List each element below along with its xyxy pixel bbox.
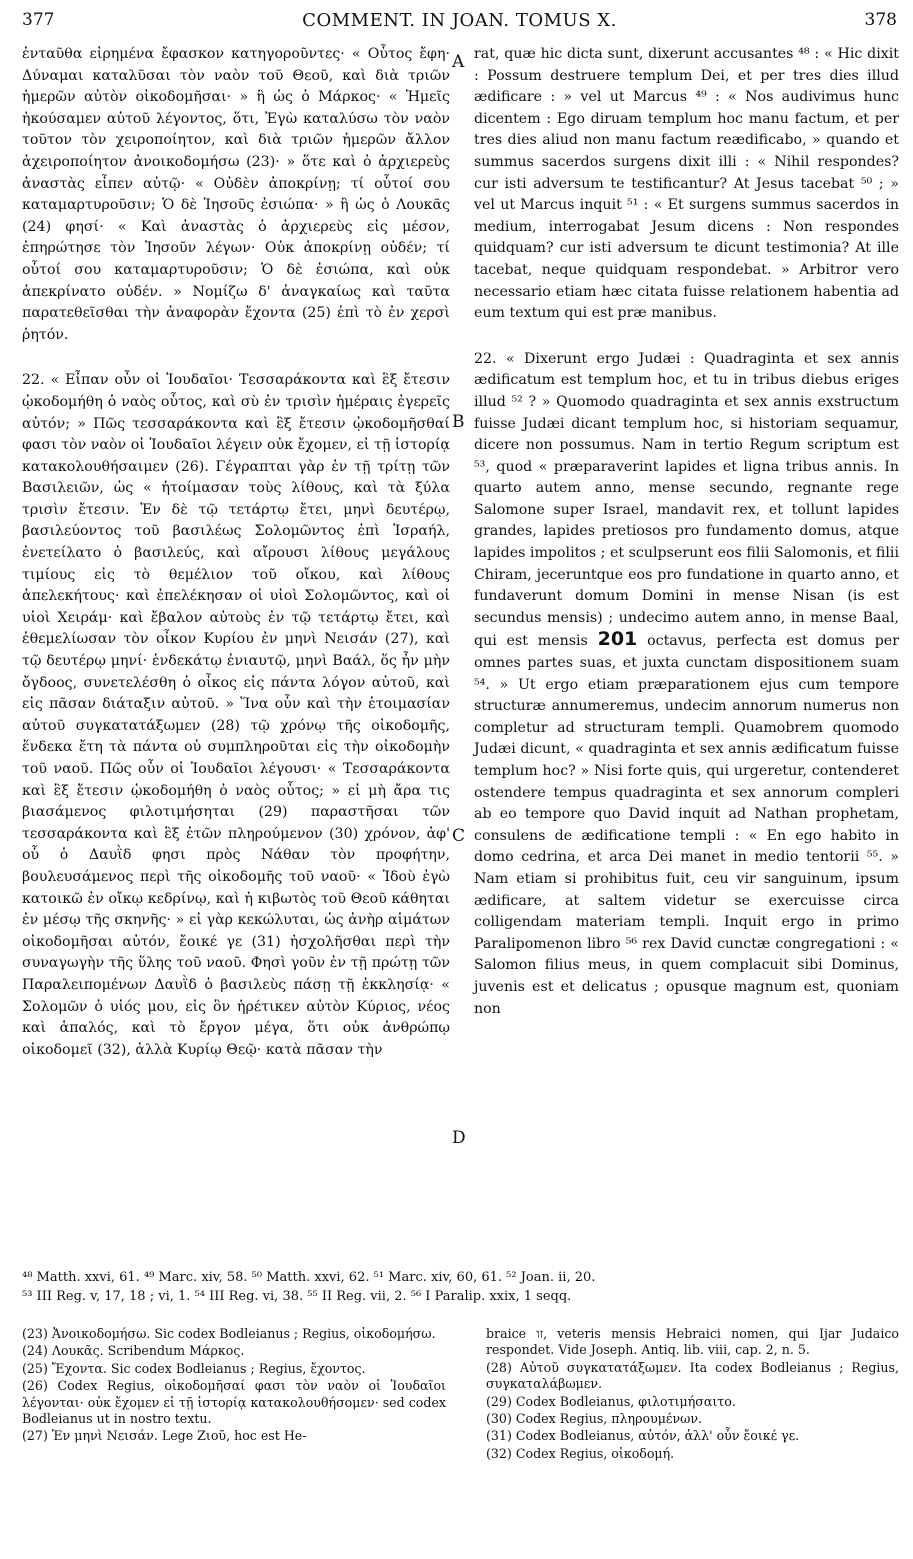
footnote-28: (28) Αὐτοῦ συγκατατάξωμεν. Ita codex Bodleianus ; Regius, συγκαταλάβωμεν. [486, 1359, 899, 1392]
latin-paragraph-2 [474, 349, 899, 1020]
latin-paragraph-1: rat, quæ hic dicta sunt, dixerunt accusantes ⁴⁸ : « Hic dixit : Possum destruere templum Dei, et per tres dies illud ædificare : » vel ut Marcus ⁴⁹ : « Nos audivimus hunc dicentem : Ego diruam templum hoc manu factum, et per tres dies aliud non manu factum reædificabo, » quando et summus sacerdos surgens dixit illi : « Nihil respondes? cur isti adversum te testificantur? At Jesus tacebat ⁵⁰ ; » vel ut Marcus inquit ⁵¹ : « Et surgens summus sacerdos in medium, interrogabat Jesum dicens : Non respondes quidquam? cur isti adversum te dicunt testimonia? At ille tacebat, neque quidquam respondebat. » Arbitror vero necessario etiam hæc citata fuisse relationem habentia ad eum textum qui est præ manibus. [474, 46, 899, 322]
greek-column [22, 44, 450, 1061]
footnotes-right [486, 1326, 899, 1462]
footnote-30: (30) Codex Regius, πληρουμένων. [486, 1411, 703, 1427]
section-marker-d: D [452, 1128, 466, 1148]
footnote-29: (29) Codex Bodleianus, φιλοτιμήσαιτο. [486, 1393, 736, 1409]
references-line-2: ⁵³ III Reg. v, 17, 18 ; vi, 1. ⁵⁴ III Reg. vi, 38. ⁵⁵ II Reg. vii, 2. ⁵⁶ I Paralip. xxix, 1 seqq. [22, 1289, 572, 1304]
page-number-right: 378 [864, 10, 897, 30]
column-number: 201 [597, 628, 638, 651]
footnote-32: (32) Codex Regius, οἰκοδομή. [486, 1445, 675, 1461]
footnotes-left [22, 1326, 446, 1445]
scripture-references [22, 1268, 897, 1306]
footnote-27: (27) Ἐν μηνὶ Νεισάν. Lege Ζιοῦ, hoc est He- [22, 1428, 307, 1444]
latin-paragraph-2-start: 22. « Dixerunt ergo Judæi : Quadraginta et sex annis ædificatum est templum hoc, et tu in tribus diebus eriges illud ⁵² ? » Quomodo quadraginta et sex annis exstructum fuisse Judæi dicant templum hoc, si historiam sequamur, dicere non possumus. Nam in tertio Regum scriptum est ⁵³, quod « præparaverint lapides et ligna tribus annis. In quarto autem anno, mense secundo, regnante rege Salomone super Israel, mandavit rex, et tollunt lapides grandes, lapides pretiosos pro fundamento domus, atque lapides impolitos ; et sculpserunt eos filii Salomonis, et filii Chiram, jeceruntque eos pro fundatione in quarto anno, et fundaverunt domum Domini in mense Nisan (is est secundus mensis) ; undecimo autem anno, in mense Baal, qui est mensis [474, 350, 899, 650]
section-marker-b: B [452, 412, 465, 432]
greek-paragraph-1: ἐνταῦθα εἰρημένα ἔφασκον κατηγοροῦντες· « Οὗτος ἔφη· Δύναμαι καταλῦσαι τὸν ναὸν τοῦ Θεοῦ, καὶ διὰ τριῶν ἡμερῶν αὐτὸν οἰκοδομῆσαι· » ἢ ὡς ὁ Μάρκος· « Ἡμεῖς ἠκούσαμεν αὐτοῦ λέγοντος, ὅτι, Ἐγὼ καταλύσω τὸν ναὸν τοῦτον τὸν χειροποίητον, καὶ διὰ τριῶν ἡμερῶν ἄλλον ἀχειροποίητον ἀνοικοδομήσω (23)· » ὅτε καὶ ὁ ἀρχιερεὺς ἀναστὰς εἶπεν αὐτῷ· « Οὐδὲν ἀποκρίνῃ; τί οὗτοί σου καταμαρτυροῦσιν; Ὁ δὲ Ἰησοῦς ἐσιώπα· » ἢ ὡς ὁ Λουκᾶς (24) φησί· « Καὶ ἀναστὰς ὁ ἀρχιερεὺς εἰς μέσον, ἐπηρώτησε τὸν Ἰησοῦν λέγων· Οὐκ ἀποκρίνῃ οὐδέν; τί οὗτοί σου καταμαρτυροῦσιν; Ὁ δὲ ἐσιώπα, καὶ οὐκ ἀπεκρίνατο οὐδέν. » Νομίζω δ' ἀναγκαίως καὶ ταῦτα παρατεθεῖσθαι τὴν ἀναφορὰν ἔχοντα (25) ἐπὶ τὸ ἐν χερσὶ ῥητόν. [22, 46, 450, 343]
footnote-31: (31) Codex Bodleianus, αὐτόν, ἀλλ' οὖν ἔοικέ γε. [486, 1428, 800, 1444]
references-line-1: ⁴⁸ Matth. xxvi, 61. ⁴⁹ Marc. xiv, 58. ⁵⁰ Matth. xxvi, 62. ⁵¹ Marc. xiv, 60, 61. ⁵² Joan. ii, 20. [22, 1270, 596, 1285]
footnote-25: (25) Ἔχοντα. Sic codex Bodleianus ; Regius, ἔχοντος. [22, 1360, 366, 1376]
latin-paragraph-2-end: octavus, perfecta est domus per omnes partes suas, et juxta cunctam dispositionem suam ⁵⁴. » Ut ergo etiam præparationem ejus cum tempore structuræ annumeremus, undecim annorum numerus non completur ad structuram templi. Quamobrem quomodo Judæi dicunt, « quadraginta et sex annis ædificatum fuisse templum hoc? » Nisi forte quis, qui urgeretur, contenderet ostendere tempus quadraginta et sex annorum compleri ab eo tempore quo David inquit ad Nathan prophetam, consulens de ædificatione templi : « En ego habito in domo cedrina, et arca Dei manet in medio tentorii ⁵⁵. » Nam etiam si prohibitus fuit, ceu vir sanguinum, ipsum ædificare, at saltem videtur se exercuisse circa colligendam materiam templi. Inquit ergo in primo Paralipomenon libro ⁵⁶ rex David cunctæ congregationi : « Salomon filius meus, in quem complacuit sibi Dominus, juvenis est et delicatus ; opusque magnum est, quoniam non [474, 633, 899, 1017]
page-header [22, 10, 897, 40]
latin-column [474, 44, 899, 1020]
page-number-left: 377 [22, 10, 55, 30]
footnote-24: (24) Λουκᾶς. Scribendum Μάρκος. [22, 1343, 245, 1359]
section-marker-a: A [452, 52, 465, 72]
footnote-27-continued: braice זו, veteris mensis Hebraici nomen, qui Ijar Judaico respondet. Vide Joseph. Antiq. lib. viii, cap. 2, n. 5. [486, 1326, 899, 1358]
footnote-26: (26) Codex Regius, οἰκοδομῆσαί φασι τὸν ναὸν οἱ Ἰουδαῖοι λέγονται· οὐκ ἔχομεν εἰ τῇ ἱστορίᾳ κατακολουθήσομεν· sed codex Bodleianus ut in nostro textu. [22, 1378, 446, 1427]
footnote-23: (23) Ἀνοικοδομήσω. Sic codex Bodleianus ; Regius, οἰκοδομήσω. [22, 1326, 436, 1341]
greek-paragraph-2: 22. « Εἶπαν οὖν οἱ Ἰουδαῖοι· Τεσσαράκοντα καὶ ἓξ ἔτεσιν ᾠκοδομήθη ὁ ναὸς οὗτος, καὶ σὺ ἐν τρισὶν ἡμέραις ἐγερεῖς αὐτόν; » Πῶς τεσσαράκοντα καὶ ἓξ ἔτεσιν ᾠκοδομῆσθαί φασι τὸν ναὸν οἱ Ἰουδαῖοι λέγειν οὐκ ἔχομεν, εἰ τῇ ἱστορίᾳ κατακολουθήσαιμεν (26). Γέγραπται γὰρ ἐν τῇ τρίτῃ τῶν Βασιλειῶν, ὡς « ἡτοίμασαν τοὺς λίθους, καὶ τὰ ξύλα τρισὶν ἔτεσιν. Ἐν δὲ τῷ τετάρτῳ ἔτει, μηνὶ δευτέρῳ, βασιλεύοντος τοῦ βασιλέως Σολομῶντος ἐπὶ Ἰσραήλ, ἐνετείλατο ὁ βασιλεύς, καὶ αἴρουσι λίθους μεγάλους τιμίους εἰς τὸ θεμέλιον τοῦ οἴκου, καὶ λίθους ἀπελεκήτους· καὶ ἐπελέκησαν οἱ υἱοὶ Σολομῶντος, καὶ οἱ υἱοὶ Χειράμ· καὶ ἔβαλον αὐτοὺς ἐν τῷ τετάρτῳ ἔτει, καὶ ἐθεμελίωσαν τὸν οἶκον Κυρίου ἐν μηνὶ Νεισάν (27), καὶ τῷ δευτέρῳ μηνί· ἑνδεκάτῳ ἐνιαυτῷ, μηνὶ Βαάλ, ὅς ἦν μὴν ὄγδοος, συνετελέσθη ὁ οἶκος εἰς πάντα λόγον αὐτοῦ, καὶ εἰς πᾶσαν διάταξιν αὐτοῦ. » Ἵνα οὖν καὶ τὴν ἑτοιμασίαν αὐτοῦ συγκατατάξωμεν (28) τῷ χρόνῳ τῆς οἰκοδομῆς, ἕνδεκα ἔτη τὰ πάντα οὐ συμπληροῦται εἰς τὴν οἰκοδομὴν τοῦ ναοῦ. Πῶς οὖν οἱ Ἰουδαῖοι λέγουσι· « Τεσσαράκοντα καὶ ἓξ ἔτεσιν ᾠκοδομήθη ὁ ναὸς οὗτος; » εἰ μὴ ἄρα τις βιασάμενος φιλοτιμήσηται (29) παραστῆσαι τῶν τεσσαράκοντα καὶ ἓξ ἐτῶν πληρούμενον (30) χρόνον, ἀφ' οὗ ὁ Δαυῒδ φησι πρὸς Νάθαν τὸν προφήτην, βουλευσάμενος περὶ τῆς οἰκοδομῆς τοῦ ναοῦ· « Ἰδοὺ ἐγὼ κατοικῶ ἐν οἴκῳ κεδρίνῳ, καὶ ἡ κιβωτὸς τοῦ Θεοῦ κάθηται ἐν μέσῳ τῆς σκηνῆς· » εἰ γὰρ κεκώλυται, ὡς ἀνὴρ αἱμάτων οἰκοδομῆσαι αὐτόν, ἔοικέ γε (31) ἠσχολῆσθαι περὶ τὴν συναγωγὴν τῆς ὕλης τοῦ ναοῦ. Φησὶ γοῦν ἐν τῇ πρώτῃ τῶν Παραλειπομένων Δαυῒδ ὁ βασιλεὺς πάσῃ τῇ ἐκκλησίᾳ· « Σολομῶν ὁ υἱός μου, εἰς ὃν ἡρέτικεν αὐτὸν Κύριος, νέος καὶ ἁπαλός, καὶ τὸ ἔργον μέγα, ὅτι οὐκ ἀνθρώπῳ οἰκοδομεῖ (32), ἀλλὰ Κυρίῳ Θεῷ· κατὰ πᾶσαν τὴν [22, 372, 450, 1058]
running-title: COMMENT. IN JOAN. TOMUS X. [302, 10, 617, 31]
section-marker-c: C [452, 826, 466, 846]
